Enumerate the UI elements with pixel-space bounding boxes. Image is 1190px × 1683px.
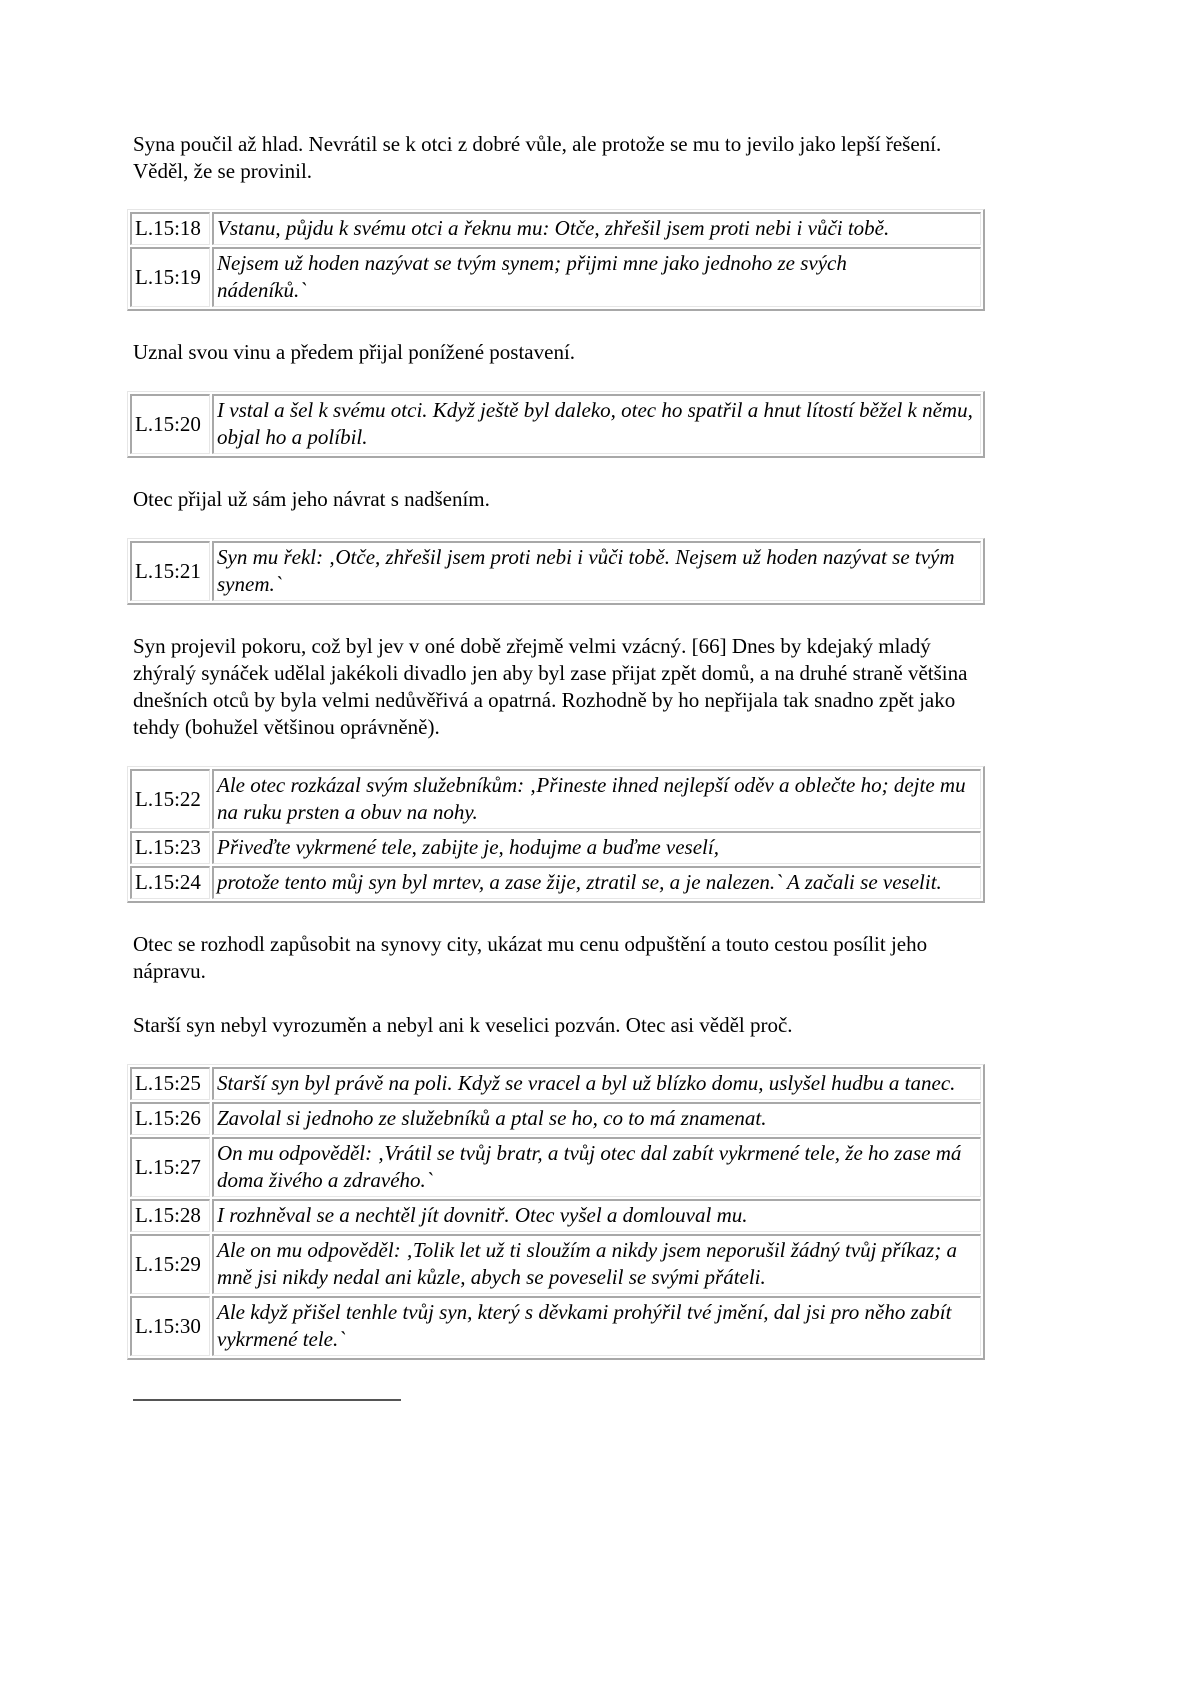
verse-text xyxy=(212,1234,981,1294)
verse-text-content: Ale on mu odpověděl: ‚Tolik let už ti sloužím a nikdy jsem neporušil žádný tvůj příkaz; a mně jsi nikdy nedal ani kůzle, abych se poveselil se svými přáteli. xyxy=(217,1238,957,1289)
table-row xyxy=(130,1102,981,1135)
verse-text: Starší syn byl právě na poli. Když se vracel a byl už blízko domu, uslyšel hudbu a tanec. xyxy=(212,1067,981,1100)
paragraph: Otec přijal už sám jeho návrat s nadšením. xyxy=(133,487,490,511)
table-row xyxy=(130,1137,981,1197)
table-row xyxy=(130,1234,981,1294)
verse-table xyxy=(127,538,985,605)
verse-reference: L.15:25 xyxy=(130,1067,210,1100)
verse-text: protože tento můj syn byl mrtev, a zase žije, ztratil se, a je nalezen.` A začali se veselit. xyxy=(212,866,981,899)
table-row xyxy=(130,866,981,899)
paragraph: Starší syn nebyl vyrozuměn a nebyl ani k veselici pozván. Otec asi věděl proč. xyxy=(133,1013,793,1037)
paragraph: Syna poučil až hlad. Nevrátil se k otci z dobré vůle, ale protože se mu to jevilo jako lepší řešení. Věděl, že se provinil. xyxy=(133,132,942,183)
verse-text: Zavolal si jednoho ze služebníků a ptal se ho, co to má znamenat. xyxy=(212,1102,981,1135)
table-row xyxy=(130,1067,981,1100)
table-row xyxy=(130,1296,981,1356)
verse-text: I rozhněval se a nechtěl jít dovnitř. Otec vyšel a domlouval mu. xyxy=(212,1199,981,1232)
verse-reference: L.15:22 xyxy=(130,769,210,829)
verse-reference: L.15:19 xyxy=(130,247,210,307)
verse-reference: L.15:18 xyxy=(130,212,210,245)
verse-table xyxy=(127,1064,985,1360)
document-page xyxy=(133,131,985,1360)
table-row xyxy=(130,831,981,864)
verse-text: Vstanu, půjdu k svému otci a řeknu mu: Otče, zhřešil jsem proti nebi i vůči tobě. xyxy=(212,212,981,245)
verse-text: Přiveďte vykrmené tele, zabijte je, hodujme a buďme veselí, xyxy=(212,831,981,864)
verse-table xyxy=(127,209,985,311)
verse-text xyxy=(212,247,981,307)
table-row xyxy=(130,212,981,245)
verse-text: Ale když přišel tenhle tvůj syn, který s děvkami prohýřil tvé jmění, dal jsi pro něho zabít vykrmené tele.` xyxy=(212,1296,981,1356)
verse-text: On mu odpověděl: ‚Vrátil se tvůj bratr, a tvůj otec dal zabít vykrmené tele, že ho zase má doma živého a zdravého.` xyxy=(212,1137,981,1197)
table-row xyxy=(130,247,981,307)
verse-text-content: Nejsem už hoden nazývat se tvým synem; přijmi mne jako jednoho ze svých nádeníků.` xyxy=(217,251,847,302)
verse-reference: L.15:29 xyxy=(130,1234,210,1294)
verse-text: I vstal a šel k svému otci. Když ještě byl daleko, otec ho spatřil a hnut lítostí běžel k němu, objal ho a políbil. xyxy=(212,394,981,454)
verse-reference: L.15:26 xyxy=(130,1102,210,1135)
verse-table xyxy=(127,766,985,903)
verse-text: Ale otec rozkázal svým služebníkům: ‚Přineste ihned nejlepší oděv a oblečte ho; dejte mu na ruku prsten a obuv na nohy. xyxy=(212,769,981,829)
verse-reference: L.15:21 xyxy=(130,541,210,601)
table-row xyxy=(130,769,981,829)
paragraph: Uznal svou vinu a předem přijal ponížené postavení. xyxy=(133,340,576,364)
verse-reference: L.15:23 xyxy=(130,831,210,864)
verse-reference: L.15:27 xyxy=(130,1137,210,1197)
verse-text: Syn mu řekl: ‚Otče, zhřešil jsem proti nebi i vůči tobě. Nejsem už hoden nazývat se tvým synem.` xyxy=(212,541,981,601)
verse-reference: L.15:30 xyxy=(130,1296,210,1356)
table-row xyxy=(130,394,981,454)
table-row xyxy=(130,1199,981,1232)
paragraph: Syn projevil pokoru, což byl jev v oné době zřejmě velmi vzácný. [66] Dnes by kdejaký mladý zhýralý synáček udělal jakékoli divadlo jen aby byl zase přijat zpět domů, a na druhé straně většina dnešních otců by byla velmi nedůvěřivá a opatrná. Rozhodně by ho nepřijala tak snadno zpět jako tehdy (bohužel většinou oprávněně). xyxy=(133,634,968,739)
table-row xyxy=(130,541,981,601)
verse-reference: L.15:20 xyxy=(130,394,210,454)
verse-reference: L.15:24 xyxy=(130,866,210,899)
footnote-separator xyxy=(133,1399,401,1401)
paragraph: Otec se rozhodl zapůsobit na synovy city, ukázat mu cenu odpuštění a touto cestou posílit jeho nápravu. xyxy=(133,932,928,983)
verse-table xyxy=(127,391,985,458)
verse-reference: L.15:28 xyxy=(130,1199,210,1232)
